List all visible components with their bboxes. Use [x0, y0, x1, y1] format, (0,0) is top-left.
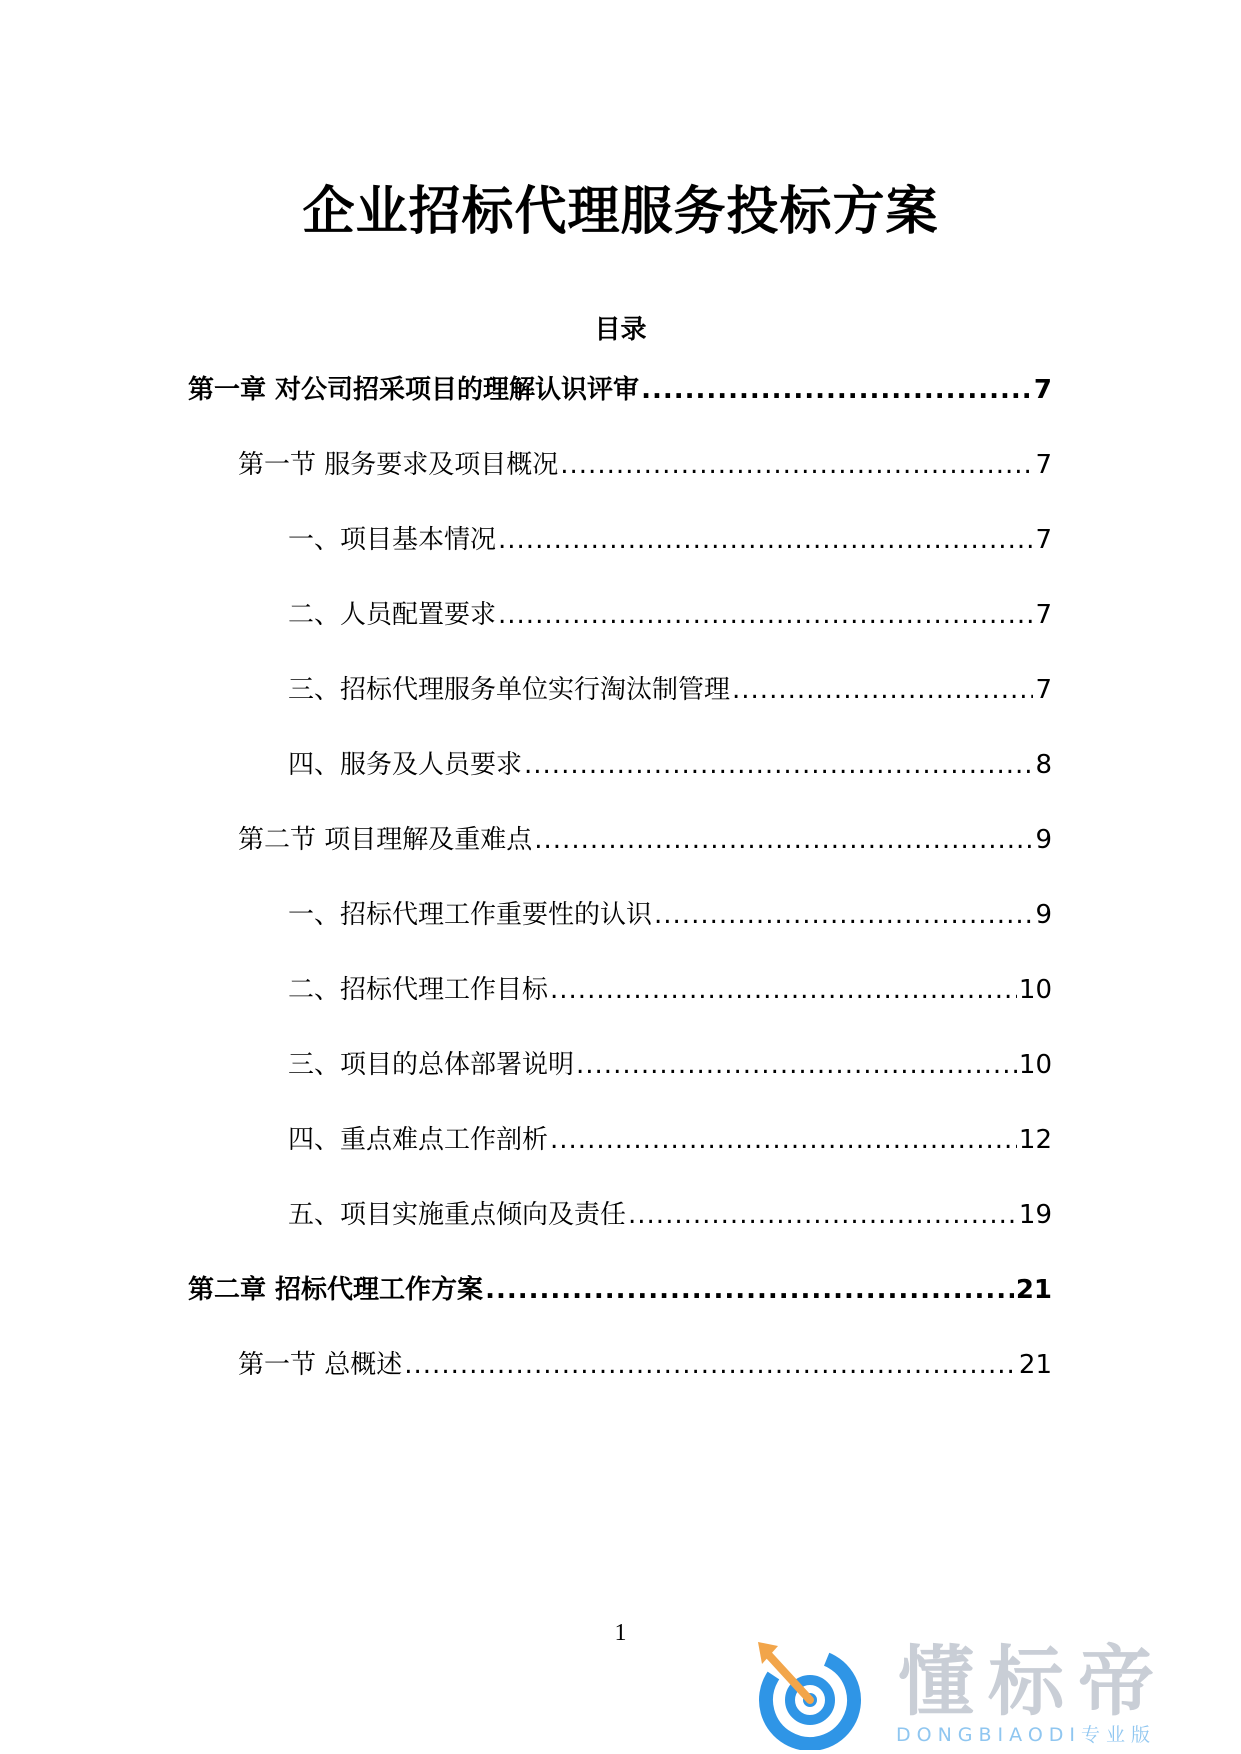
toc-entry-text: 一、项目基本情况 [288, 525, 497, 555]
toc-entry-text: 第一章 对公司招采项目的理解认识评审 [188, 375, 640, 405]
toc-entry-page: 7 [1033, 375, 1052, 405]
toc-dot-leader [550, 1120, 1017, 1160]
toc-entry-section-2-1[interactable] [188, 1345, 1052, 1385]
toc-entry-page: 19 [1018, 1200, 1052, 1230]
toc-dot-leader [524, 745, 1033, 785]
toc-entry-section-1-2[interactable] [188, 820, 1052, 860]
toc-entry-text: 第一节 总概述 [238, 1350, 403, 1380]
toc-heading: 目录 [594, 315, 647, 345]
toc-entry-item-1-1-1[interactable] [188, 520, 1052, 560]
toc-entry-text: 四、服务及人员要求 [288, 750, 523, 780]
toc-entry-section-1-1[interactable] [188, 445, 1052, 485]
toc-entry-page: 9 [1035, 900, 1052, 930]
target-arrow-icon [748, 1638, 872, 1750]
toc-entry-text: 五、项目实施重点倾向及责任 [288, 1200, 627, 1230]
toc-entry-item-1-2-2[interactable] [188, 970, 1052, 1010]
toc-entry-text: 第二节 项目理解及重难点 [238, 825, 533, 855]
toc-entry-page: 8 [1035, 750, 1052, 780]
toc-entry-item-1-1-4[interactable] [188, 745, 1052, 785]
toc-entry-text: 三、项目的总体部署说明 [288, 1050, 575, 1080]
brand-watermark [748, 1638, 1218, 1750]
toc-entry-text: 二、招标代理工作目标 [288, 975, 549, 1005]
toc-dot-leader [654, 895, 1033, 935]
toc-entry-page: 7 [1035, 600, 1052, 630]
toc-entry-text: 二、人员配置要求 [288, 600, 497, 630]
watermark-brand-subtitle: DONGBIAODI专业版 [896, 1724, 1157, 1746]
toc-entry-page: 12 [1018, 1125, 1052, 1155]
toc-dot-leader [404, 1345, 1017, 1385]
toc-dot-leader [732, 670, 1033, 710]
toc-entry-text: 一、招标代理工作重要性的认识 [288, 900, 653, 930]
toc-entry-chapter-2[interactable] [188, 1270, 1052, 1310]
toc-entry-page: 10 [1018, 975, 1052, 1005]
toc-dot-leader [628, 1195, 1017, 1235]
toc-dot-leader [498, 520, 1033, 560]
document-title: 企业招标代理服务投标方案 [302, 182, 939, 242]
toc-entry-item-1-2-3[interactable] [188, 1045, 1052, 1085]
toc-entry-chapter-1[interactable] [188, 370, 1052, 410]
toc-entry-page: 21 [1018, 1350, 1052, 1380]
toc-entry-page: 7 [1035, 525, 1052, 555]
toc-entry-item-1-1-3[interactable] [188, 670, 1052, 710]
toc-entry-page: 10 [1018, 1050, 1052, 1080]
toc-entry-page: 21 [1015, 1275, 1052, 1305]
watermark-brand-name: 懂标帝 [898, 1637, 1168, 1726]
page-number: 1 [614, 1620, 627, 1646]
toc-entry-text: 四、重点难点工作剖析 [288, 1125, 549, 1155]
toc-dot-leader [485, 1270, 1014, 1310]
toc-entry-item-1-2-4[interactable] [188, 1120, 1052, 1160]
toc-entry-page: 7 [1035, 450, 1052, 480]
toc-entry-text: 第一节 服务要求及项目概况 [238, 450, 559, 480]
toc-dot-leader [550, 970, 1017, 1010]
toc-entry-page: 9 [1035, 825, 1052, 855]
toc-entry-text: 第二章 招标代理工作方案 [188, 1275, 484, 1305]
toc-entry-item-1-2-1[interactable] [188, 895, 1052, 935]
toc-dot-leader [498, 595, 1033, 635]
toc-dot-leader [534, 820, 1033, 860]
toc-dot-leader [560, 445, 1033, 485]
toc-dot-leader [641, 370, 1032, 410]
toc-entry-text: 三、招标代理服务单位实行淘汰制管理 [288, 675, 731, 705]
toc-entry-item-1-1-2[interactable] [188, 595, 1052, 635]
toc-entry-item-1-2-5[interactable] [188, 1195, 1052, 1235]
toc-dot-leader [576, 1045, 1017, 1085]
toc-entry-page: 7 [1035, 675, 1052, 705]
